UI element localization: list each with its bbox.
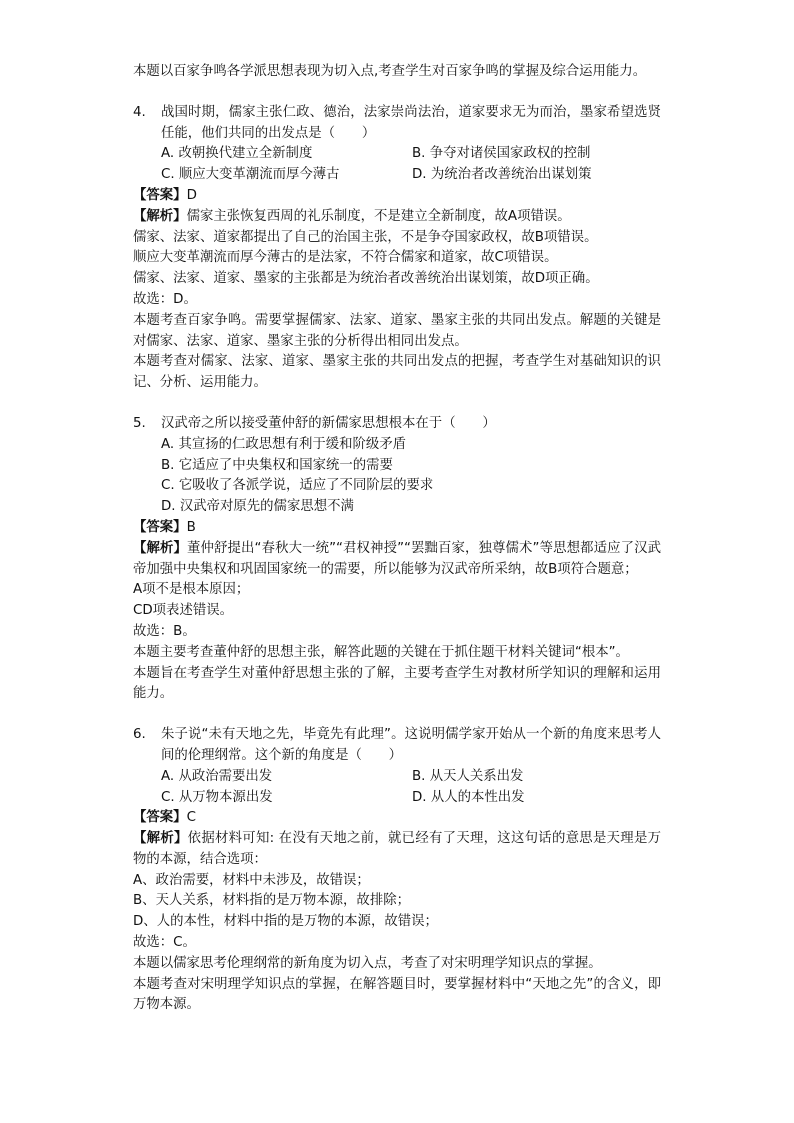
answer-tag: 【答案】: [133, 519, 187, 535]
analysis-line: 儒家、法家、道家、墨家的主张都是为统治者改善统治出谋划策，故D项正确。: [133, 271, 599, 287]
question-4-stem: [133, 103, 661, 145]
option-b: B. 争夺对诸侯国家政权的控制: [412, 146, 591, 162]
question-text: 战国时期，儒家主张仁政、德治，法家崇尚法治，道家要求无为而治，墨家希望选贤任能，他们共同的出发点是（ ）: [161, 104, 661, 141]
options-list: [133, 435, 661, 518]
option-d: D. 汉武帝对原先的儒家思想不满: [161, 499, 354, 515]
analysis-tag: 【解析】: [133, 208, 187, 224]
analysis-line: 儒家、法家、道家都提出了自己的治国主张，不是争夺国家政权，故B项错误。: [133, 229, 598, 245]
answer-value: D: [186, 187, 197, 203]
option-a: A. 从政治需要出发: [161, 768, 273, 784]
question-5-stem: [133, 414, 661, 435]
analysis-line: 本题考查对宋明理学知识点的掌握，在解答题目时，要掌握材料中“天地之先”的含义，即万物本源。: [133, 976, 661, 1013]
question-6: [133, 725, 661, 1016]
option-a: A. 其宣扬的仁政思想有利于缓和阶级矛盾: [161, 436, 407, 452]
analysis-line: 本题旨在考查学生对董仲舒思想主张的了解，主要考查学生对教材所学知识的理解和运用能力。: [133, 665, 661, 702]
analysis-line: [133, 829, 661, 871]
answer-line: [133, 186, 661, 207]
analysis-line: [133, 539, 661, 581]
option-c: C. 顺应大变革潮流而厚今薄古: [161, 167, 340, 183]
question-number: 5.: [133, 415, 146, 431]
question-number: 4.: [133, 104, 146, 120]
analysis-line: CD项表述错误。: [133, 603, 234, 619]
question-text: 汉武帝之所以接受董仲舒的新儒家思想根本在于（ ）: [161, 415, 496, 431]
question-6-stem: [133, 725, 661, 767]
analysis-line: 本题考查百家争鸣。需要掌握儒家、法家、道家、墨家主张的共同出发点。解题的关键是对儒家、法家、道家、墨家主张的分析得出相同出发点。: [133, 312, 661, 349]
option-d: D. 为统治者改善统治出谋划策: [412, 167, 592, 183]
question-number: 6.: [133, 727, 146, 743]
answer-value: C: [186, 810, 196, 826]
option-c: C. 它吸收了各派学说，适应了不同阶层的要求: [161, 478, 434, 494]
answer-line: [133, 808, 661, 829]
analysis-line: 故选：B。: [133, 623, 196, 639]
analysis-line: 本题主要考查董仲舒的思想主张，解答此题的关键在于抓住题干材料关键词“根本”。: [133, 644, 629, 660]
analysis-text: 儒家主张恢复西周的礼乐制度，不是建立全新制度，故A项错误。: [186, 208, 571, 224]
answer-line: [133, 518, 661, 539]
analysis-line: A项不是根本原因；: [133, 582, 250, 598]
analysis-line: [133, 207, 661, 228]
analysis-line: 本题以儒家思考伦理纲常的新角度为切入点，考查了对宋明理学知识点的掌握。: [133, 955, 602, 971]
options-grid: [133, 144, 661, 186]
analysis-tag: 【解析】: [133, 540, 188, 556]
question-text: 朱子说“未有天地之先，毕竟先有此理”。这说明儒学家开始从一个新的角度来思考人间的伦理纲常。这个新的角度是（ ）: [161, 727, 661, 763]
option-d: D. 从人的本性出发: [412, 789, 525, 805]
option-b: B. 从天人关系出发: [412, 768, 524, 784]
analysis-line: 本题考查对儒家、法家、道家、墨家主张的共同出发点的把握，考查学生对基础知识的识记、分析、运用能力。: [133, 354, 661, 391]
options-grid: [133, 767, 661, 809]
intro-paragraph: 本题以百家争鸣各学派思想表现为切入点,考查学生对百家争鸣的掌握及综合运用能力。: [133, 64, 647, 79]
answer-sheet-page: [133, 62, 661, 1016]
option-b: B. 它适应了中央集权和国家统一的需要: [161, 457, 393, 473]
analysis-tag: 【解析】: [133, 831, 188, 847]
analysis-line: D、人的本性，材料中指的是万物的本源，故错误；: [133, 914, 438, 930]
analysis-text: 依据材料可知: 在没有天地之前，就已经有了天理，这这句话的意思是天理是万物的本源，结合选项：: [133, 831, 661, 867]
question-4: [133, 103, 661, 394]
answer-tag: 【答案】: [133, 187, 187, 203]
analysis-line: 故选：D。: [133, 291, 197, 307]
option-a: A. 改朝换代建立全新制度: [161, 146, 313, 162]
analysis-line: 故选：C。: [133, 935, 196, 951]
analysis-line: 顺应大变革潮流而厚今薄古的是法家，不符合儒家和道家，故C项错误。: [133, 250, 558, 266]
analysis-line: B、天人关系，材料指的是万物本源，故排除；: [133, 893, 410, 909]
answer-value: B: [186, 519, 196, 535]
question-5: [133, 414, 661, 705]
option-c: C. 从万物本源出发: [161, 789, 273, 805]
answer-tag: 【答案】: [133, 810, 187, 826]
analysis-line: A、政治需要，材料中未涉及，故错误；: [133, 872, 370, 888]
analysis-text: 董仲舒提出“春秋大一统”“君权神授”“罢黜百家，独尊儒术”等思想都适应了汉武帝加强中央集权和巩固国家统一的需要，所以能够为汉武帝所采纳，故B项符合题意；: [133, 540, 662, 577]
